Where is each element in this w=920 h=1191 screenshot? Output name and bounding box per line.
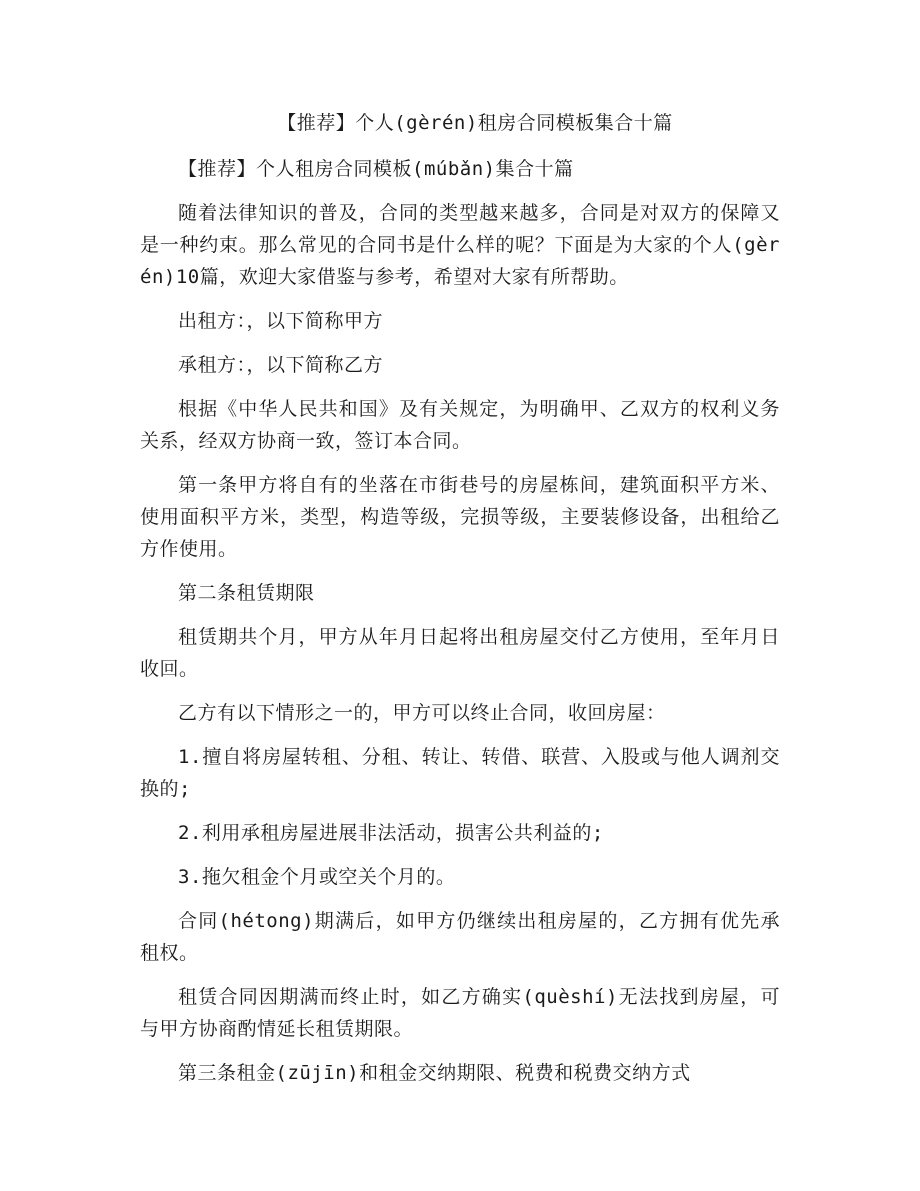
document-title: 【推荐】个人(gèrén)租房合同模板集合十篇 (277, 112, 673, 134)
paragraph-lessee: 承租方：，以下简称乙方 (178, 354, 384, 376)
paragraph-basis: 根据《中华人民共和国》及有关规定，为明确甲、乙双方的权利义务关系，经双方协商一致，签订本合同。 (140, 398, 780, 452)
paragraph-lessor: 出租方：，以下简称甲方 (178, 310, 384, 332)
paragraph-termination-conditions: 乙方有以下情形之一的，甲方可以终止合同，收回房屋： (178, 702, 666, 724)
paragraph-article-2-heading: 第二条租赁期限 (178, 582, 315, 604)
paragraph-article-1: 第一条甲方将自有的坐落在市街巷号的房屋栋间，建筑面积平方米、使用面积平方米，类型，构造等级，完损等级，主要装修设备，出租给乙方作使用。 (140, 474, 780, 560)
list-item-2: 2.利用承租房屋进展非法活动，损害公共利益的; (178, 822, 604, 844)
paragraph-priority-right: 合同(hétong)期满后，如甲方仍继续出租房屋的，乙方拥有优先承租权。 (140, 910, 780, 964)
list-item-1: 1.擅自将房屋转租、分租、转让、转借、联营、入股或与他人调剂交换的; (140, 746, 780, 800)
paragraph-subtitle: 【推荐】个人租房合同模板(múbǎn)集合十篇 (178, 158, 574, 180)
document-body (140, 153, 780, 1101)
list-item-3: 3.拖欠租金个月或空关个月的。 (178, 866, 456, 888)
paragraph-intro: 随着法律知识的普及，合同的类型越来越多，合同是对双方的保障又是一种约束。那么常见的合同书是什么样的呢？下面是为大家的个人(gèrén)10篇，欢迎大家借鉴与参考，希望对大家有所帮助。 (140, 202, 780, 288)
paragraph-extension: 租赁合同因期满而终止时，如乙方确实(quèshí)无法找到房屋，可与甲方协商酌情延长租赁期限。 (140, 986, 780, 1040)
paragraph-lease-term: 租赁期共个月，甲方从年月日起将出租房屋交付乙方使用，至年月日收回。 (140, 626, 780, 680)
paragraph-article-3-heading: 第三条租金(zūjīn)和租金交纳期限、税费和税费交纳方式 (178, 1062, 691, 1084)
